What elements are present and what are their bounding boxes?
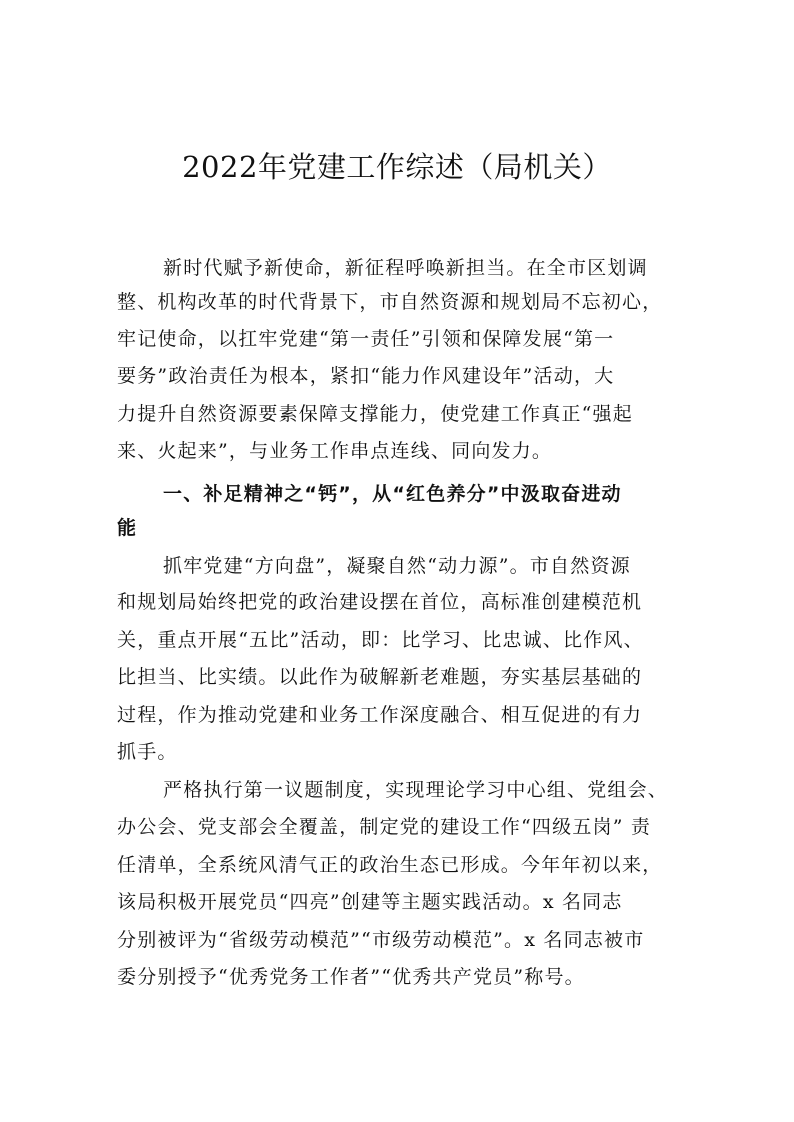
paragraph-1-line-5: 力提升自然资源要素保障支撑能力，使党建工作真正“强起 bbox=[117, 403, 633, 425]
paragraph-2-line-6: 抓手。 bbox=[117, 741, 178, 763]
paragraph-2-line-3: 关，重点开展“五比”活动，即：比学习、比忠诚、比作风、 bbox=[117, 629, 644, 651]
paragraph-1-line-3: 牢记使命，以扛牢党建“第一责任”引领和保障发展“第一 bbox=[117, 328, 615, 350]
paragraph-2-line-2: 和规划局始终把党的政治建设摆在首位，高标准创建模范机 bbox=[117, 591, 643, 613]
paragraph-3-line-2: 办公会、党支部会全覆盖，制定党的建设工作“四级五岗” 责 bbox=[117, 816, 652, 838]
paragraph-2-line-5: 过程，作为推动党建和业务工作深度融合、相互促进的有力 bbox=[117, 704, 643, 726]
document-title: 2022年党建工作综述（局机关） bbox=[182, 150, 612, 184]
paragraph-1-line-1: 新时代赋予新使命，新征程呼唤新担当。在全市区划调 bbox=[163, 257, 648, 279]
paragraph-2-line-4: 比担当、比实绩。以此作为破解新老难题，夯实基层基础的 bbox=[117, 666, 643, 688]
paragraph-3-line-5: 分别被评为“省级劳动模范”“市级劳动模范”。x 名同志被市 bbox=[117, 929, 645, 951]
paragraph-3-line-6: 委分别授予“优秀党务工作者”“优秀共产党员”称号。 bbox=[117, 966, 585, 988]
paragraph-1-line-6: 来、火起来”，与业务工作串点连线、同向发力。 bbox=[117, 440, 553, 462]
section-heading-1-line-2: 能 bbox=[117, 517, 138, 539]
paragraph-3-line-4: 该局积极开展党员“四亮”创建等主题实践活动。x 名同志 bbox=[117, 891, 623, 913]
section-heading-1-line-1: 一、补足精神之“钙”，从“红色养分”中汲取奋进动 bbox=[163, 483, 622, 505]
paragraph-3-line-3: 任清单，全系统风清气正的政治生态已形成。今年年初以来， bbox=[117, 854, 663, 876]
paragraph-1-line-4: 要务”政治责任为根本，紧扣“能力作风建设年”活动，大 bbox=[117, 365, 615, 387]
paragraph-3-line-1: 严格执行第一议题制度，实现理论学习中心组、党组会、 bbox=[163, 779, 669, 801]
paragraph-1-line-2: 整、机构改革的时代背景下，市自然资源和规划局不忘初心， bbox=[117, 291, 663, 313]
paragraph-2-line-1: 抓牢党建“方向盘”，凝聚自然“动力源”。市自然资源 bbox=[163, 555, 631, 577]
